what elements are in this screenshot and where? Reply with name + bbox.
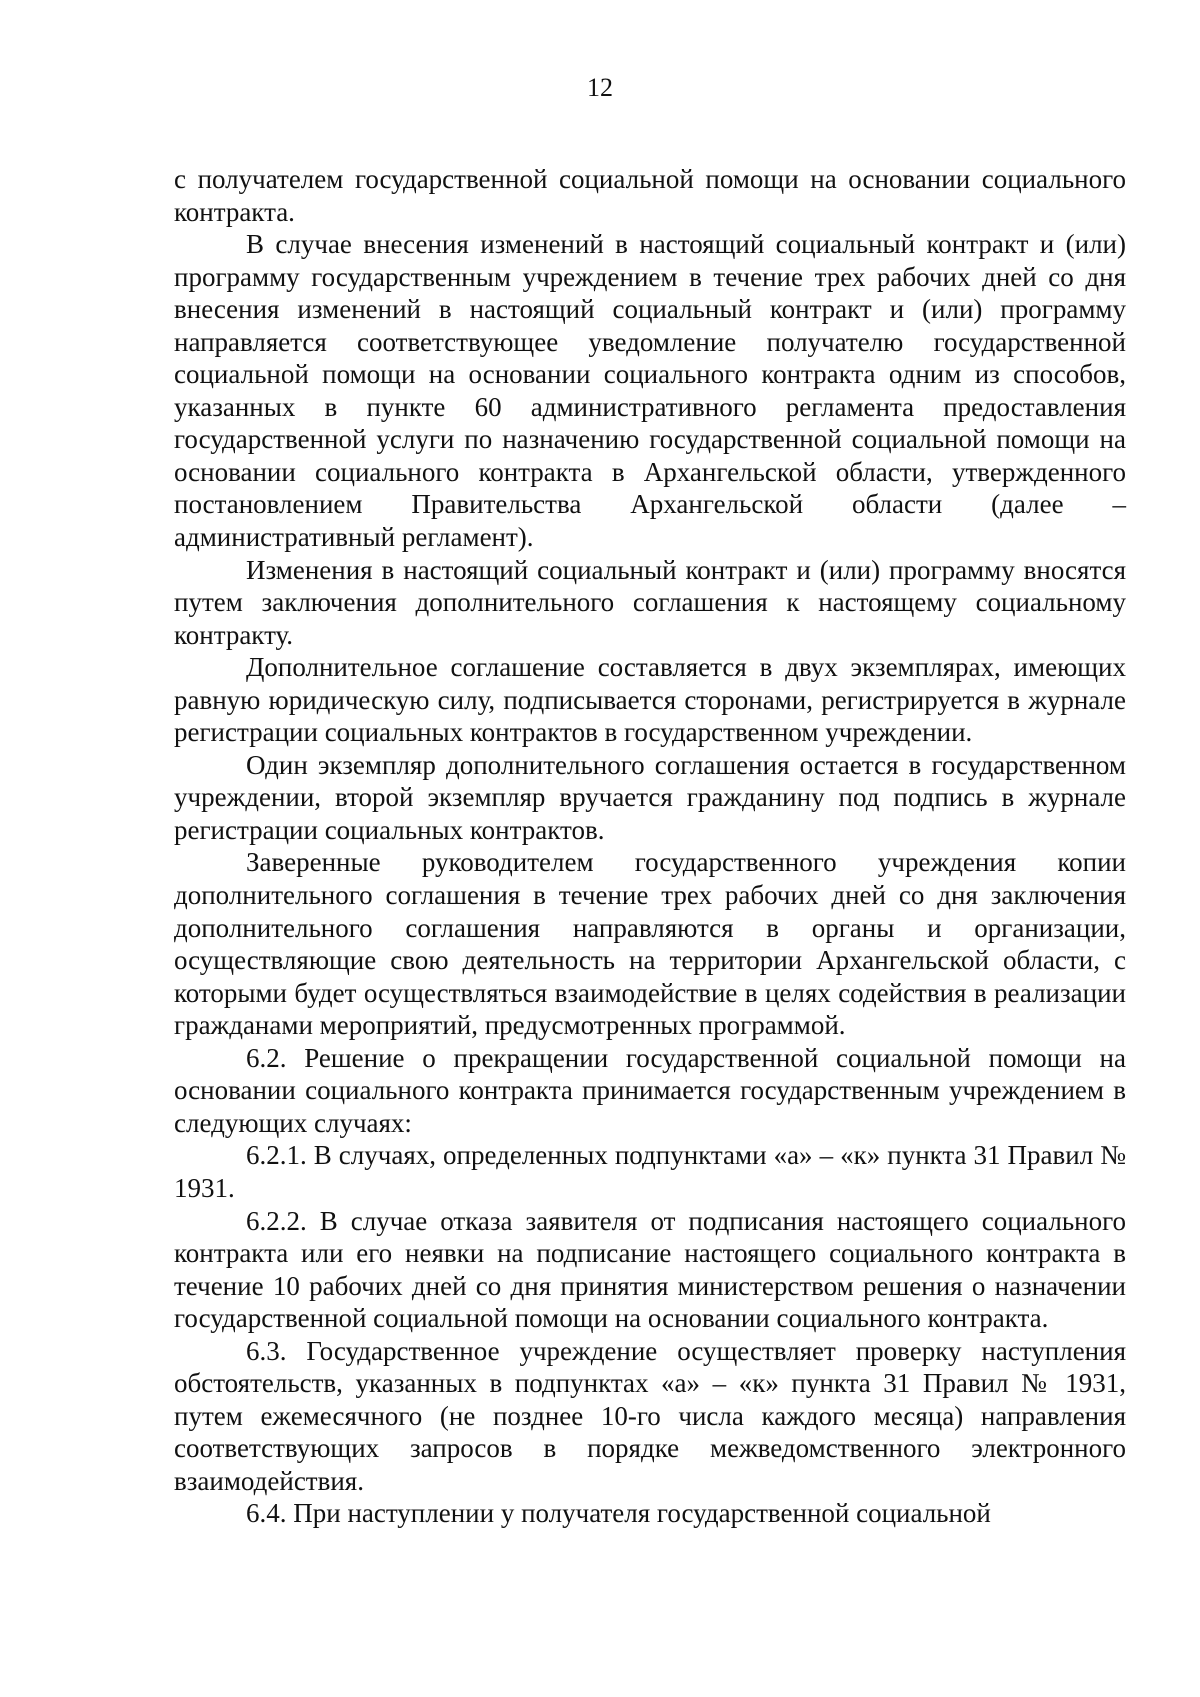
page-number: 12	[587, 73, 613, 102]
paragraph-changes-method: Изменения в настоящий социальный контракт и (или) программу вносятся путем заключения дополнительного соглашения к настоящему социальному контракту.	[174, 554, 1126, 650]
paragraph-6-2-2: 6.2.2. В случае отказа заявителя от подписания настоящего социального контракта или его неявки на подписание настоящего социального контракта в течение 10 рабочих дней со дня принятия министерством решения о назначении государственной социальной помощи на основании социального контракта.	[174, 1205, 1126, 1334]
paragraph-additional-agreement: Дополнительное соглашение составляется в двух экземплярах, имеющих равную юридическую силу, подписывается сторонами, регистрируется в журнале регистрации социальных контрактов в государственном учреждении.	[174, 652, 1126, 748]
document-body	[174, 163, 1126, 1530]
paragraph-changes-notice: В случае внесения изменений в настоящий социальный контракт и (или) программу государственным учреждением в течение трех рабочих дней со дня внесения изменений в настоящий социальный контракт и (или) программу направляется соответствующее уведомление получателю государственной социальной помощи на основании социального контракта одним из способов, указанных в пункте 60 административного регламента предоставления государственной услуги по назначению государственной социальной помощи на основании социального контракта в Архангельской области, утвержденного постановлением Правительства Архангельской области (далее – административный регламент).	[174, 229, 1126, 553]
paragraph-continuation: с получателем государственной социальной помощи на основании социального контракта.	[174, 164, 1126, 227]
paragraph-6-2-1: 6.2.1. В случаях, определенных подпунктами «а» – «к» пункта 31 Правил № 1931.	[174, 1140, 1126, 1203]
paragraph-certified-copies: Заверенные руководителем государственного учреждения копии дополнительного соглашения в течение трех рабочих дней со дня заключения дополнительного соглашения направляются в органы и организации, осуществляющие свою деятельность на территории Архангельской области, с которыми будет осуществляться взаимодействие в целях содействия в реализации гражданами мероприятий, предусмотренных программой.	[174, 847, 1126, 1041]
paragraph-6-2: 6.2. Решение о прекращении государственной социальной помощи на основании социального контракта принимается государственным учреждением в следующих случаях:	[174, 1042, 1126, 1138]
paragraph-6-4: 6.4. При наступлении у получателя государственной социальной	[246, 1498, 991, 1529]
paragraph-6-3: 6.3. Государственное учреждение осуществляет проверку наступления обстоятельств, указанных в подпунктах «а» – «к» пункта 31 Правил № 1931, путем ежемесячного (не позднее 10-го числа каждого месяца) направления соответствующих запросов в порядке межведомственного электронного взаимодействия.	[174, 1335, 1126, 1496]
paragraph-agreement-copies: Один экземпляр дополнительного соглашения остается в государственном учреждении, второй экземпляр вручается гражданину под подпись в журнале регистрации социальных контрактов.	[174, 749, 1126, 845]
